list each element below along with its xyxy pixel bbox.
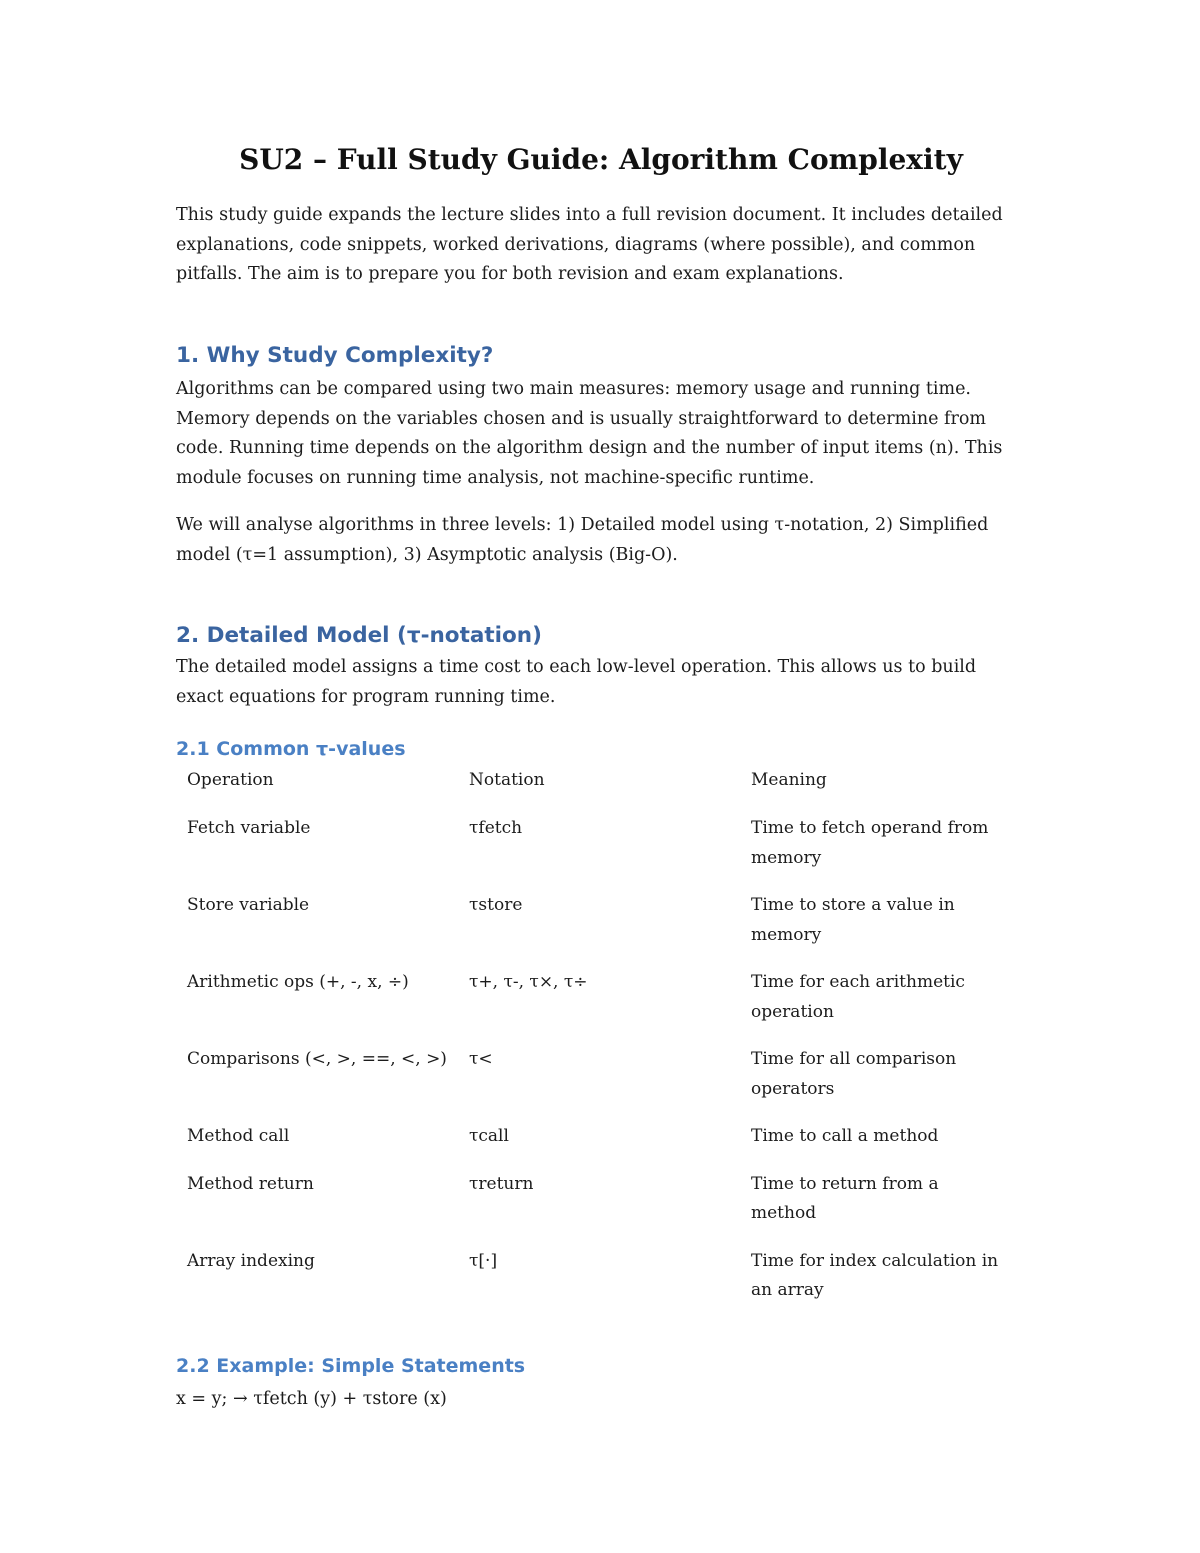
section-1-paragraph-1: Algorithms can be compared using two main measures: memory usage and running time. Memory depends on the variables chosen and is usually straightforward to determine from code. Running time depends on the algorithm design and the number of input items (n). This module focuses on running time analysis, not machine-specific runtime. [176, 379, 1003, 488]
table-header-row [176, 766, 1009, 814]
table-cell-operation: Fetch variable [187, 818, 311, 838]
intro-paragraph: This study guide expands the lecture slides into a full revision document. It includes detailed explanations, code snippets, worked derivations, diagrams (where possible), and common pitfalls. The aim is to prepare you for both revision and exam explanations. [176, 205, 1003, 284]
example-statement: x = y; → τfetch (y) + τstore (x) [176, 1389, 447, 1409]
column-header-operation: Operation [187, 770, 274, 790]
table-row [176, 1045, 1009, 1122]
table-cell-notation: τcall [469, 1126, 509, 1146]
table-cell-notation: τreturn [469, 1173, 534, 1194]
table-cell-meaning: Time to return from a method [751, 1173, 939, 1223]
table-row [176, 814, 1009, 891]
section-1-heading: 1. Why Study Complexity? [176, 343, 494, 368]
table-row [176, 1170, 1009, 1247]
section-1-paragraph-2: We will analyse algorithms in three levels: 1) Detailed model using τ-notation, 2) Simplified model (τ=1 assumption), 3) Asymptotic analysis (Big-O). [176, 515, 989, 565]
table-cell-notation: τfetch [469, 818, 523, 838]
table-cell-operation: Array indexing [187, 1250, 315, 1271]
table-cell-meaning: Time to call a method [751, 1126, 939, 1146]
table-cell-operation: Method return [187, 1173, 314, 1194]
table-row [176, 1247, 1009, 1324]
column-header-meaning: Meaning [751, 770, 827, 790]
subsection-2-1-heading: 2.1 Common τ-values [176, 738, 406, 760]
table-cell-meaning: Time for all comparison operators [751, 1049, 957, 1099]
section-2-heading: 2. Detailed Model (τ-notation) [176, 623, 542, 648]
column-header-notation: Notation [469, 770, 545, 790]
table-cell-notation: τstore [469, 895, 523, 915]
table-cell-operation: Arithmetic ops (+, -, x, ÷) [187, 972, 409, 992]
table-cell-meaning: Time for each arithmetic operation [751, 972, 965, 1022]
table-cell-operation: Comparisons (<, >, ==, <, >) [187, 1049, 447, 1069]
table-cell-operation: Store variable [187, 895, 310, 915]
table-cell-meaning: Time to store a value in memory [751, 895, 955, 945]
table-cell-notation: τ< [469, 1049, 493, 1069]
section-2-paragraph-1: The detailed model assigns a time cost to each low-level operation. This allows us to build exact equations for program running time. [176, 657, 977, 707]
table-row [176, 968, 1009, 1045]
table-row [176, 1122, 1009, 1170]
tau-values-table [176, 766, 1009, 1324]
table-cell-notation: τ[·] [469, 1250, 498, 1271]
table-cell-notation: τ+, τ-, τ×, τ÷ [469, 972, 588, 992]
table-row [176, 891, 1009, 968]
document-title: SU2 – Full Study Guide: Algorithm Complexity [239, 143, 963, 176]
table-cell-meaning: Time for index calculation in an array [751, 1250, 999, 1300]
table-cell-operation: Method call [187, 1126, 290, 1146]
table-cell-meaning: Time to fetch operand from memory [751, 818, 989, 868]
subsection-2-2-heading: 2.2 Example: Simple Statements [176, 1355, 526, 1377]
